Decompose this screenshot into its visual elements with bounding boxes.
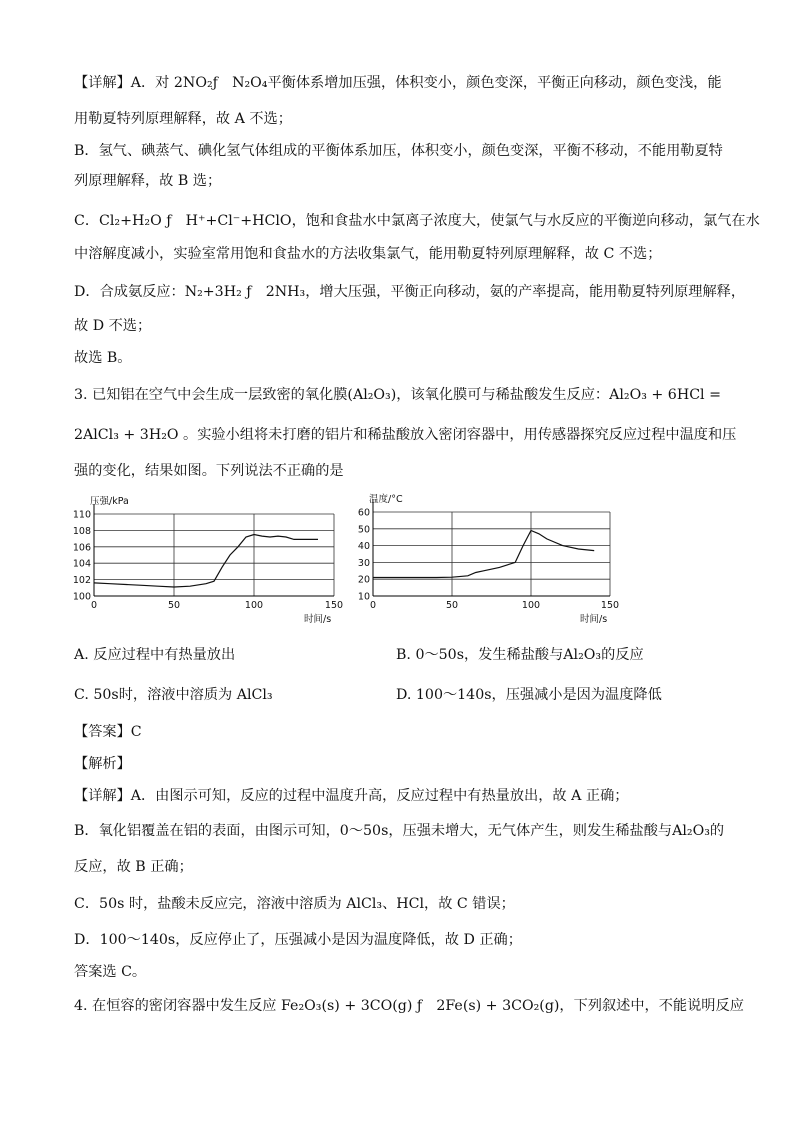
y-tick-label: 102	[72, 575, 91, 587]
analysis-line: B．氧化铝覆盖在铝的表面，由图示可知，0～50s，压强未增大，无气体产生，则发生稀盐酸与Al₂O₃的	[74, 823, 725, 839]
question-3-line: 2AlCl₃ + 3H₂O 。实验小组将未打磨的铝片和稀盐酸放入密闭容器中，用传感器探究反应过程中温度和压	[74, 427, 737, 443]
analysis-line: 答案选 C。	[74, 964, 147, 980]
analysis-line: 【详解】A．由图示可知，反应的过程中温度升高，反应过程中有热量放出，故 A 正确；	[74, 788, 629, 804]
text-line: 故选 B。	[74, 350, 132, 366]
series-line	[94, 535, 318, 588]
analysis-label: 【解析】	[74, 756, 131, 772]
x-axis-label: 时间/s	[304, 614, 332, 625]
text-line	[74, 73, 722, 93]
text-line: 故 D 不选；	[74, 318, 152, 334]
y-tick-label: 106	[72, 542, 91, 554]
y-tick-label: 10	[357, 591, 370, 603]
temperature-chart	[340, 492, 640, 631]
text-line: D．合成氨反应：N₂+3H₂ ƒ 2NH₃，增大压强，平衡正向移动，氨的产率提高，能用勒夏特列原理解释，	[74, 284, 746, 300]
x-tick-label: 50	[167, 600, 181, 611]
pressure-chart-svg	[62, 492, 352, 627]
x-axis-label: 时间/s	[580, 614, 608, 625]
question-3-line: 3. 已知铝在空气中会生成一层致密的氧化膜(Al₂O₃)，该氧化膜可与稀盐酸发生反应：Al₂O₃ + 6HCl =	[74, 387, 721, 403]
x-tick-label: 0	[90, 600, 98, 611]
analysis-line: 反应，故 B 正确；	[74, 859, 193, 875]
y-axis-label: 压强/kPa	[90, 496, 129, 507]
text-line: 用勒夏特列原理解释，故 A 不选；	[74, 111, 292, 127]
paragraph-text: 【详解】A．对 2NO₂ƒ N₂O₄平衡体系增加压强，体积变小，颜色变深，平衡正向移动，颜色变浅，能	[74, 75, 722, 91]
answer-label: 【答案】C	[74, 724, 142, 740]
y-axis-label: 温度/°C	[369, 494, 403, 505]
x-tick-label: 150	[600, 600, 620, 611]
temperature-chart-svg	[340, 492, 640, 627]
option-b: B. 0～50s，发生稀盐酸与Al₂O₃的反应	[396, 647, 644, 663]
option-c: C. 50s时，溶液中溶质为 AlCl₃	[74, 687, 273, 703]
y-tick-label: 30	[357, 557, 370, 569]
analysis-line: D．100～140s，反应停止了，压强减小是因为温度降低，故 D 正确；	[74, 932, 522, 948]
text-line: 列原理解释，故 B 选；	[74, 173, 222, 189]
x-tick-label: 100	[521, 600, 541, 611]
option-a: A. 反应过程中有热量放出	[74, 647, 236, 663]
question-4-line: 4. 在恒容的密闭容器中发生反应 Fe₂O₃(s) + 3CO(g) ƒ 2Fe(s) + 3CO₂(g)，下列叙述中，不能说明反应	[74, 998, 744, 1014]
y-tick-label: 110	[72, 509, 91, 521]
pressure-chart	[62, 492, 352, 631]
text-line: 中溶解度减小，实验室常用饱和食盐水的方法收集氯气，能用勒夏特列原理解释，故 C 不选；	[74, 246, 662, 262]
text-line: C．Cl₂+H₂O ƒ H⁺+Cl⁻+HClO，饱和食盐水中氯离子浓度大，使氯气与水反应的平衡逆向移动，氯气在水	[74, 213, 760, 229]
analysis-line: C．50s 时，盐酸未反应完，溶液中溶质为 AlCl₃、HCl，故 C 错误；	[74, 896, 515, 912]
y-tick-label: 100	[72, 591, 91, 603]
option-d: D. 100～140s，压强减小是因为温度降低	[396, 687, 662, 703]
question-3-line: 强的变化，结果如图。下列说法不正确的是	[74, 463, 344, 479]
y-tick-label: 108	[72, 525, 91, 537]
x-tick-label: 100	[244, 600, 264, 611]
y-tick-label: 50	[357, 524, 370, 536]
x-tick-label: 50	[445, 600, 459, 611]
y-tick-label: 40	[357, 541, 370, 553]
text-line: B．氢气、碘蒸气、碘化氢气体组成的平衡体系加压，体积变小，颜色变深，平衡不移动，不能用勒夏特	[74, 143, 723, 159]
x-tick-label: 150	[324, 600, 344, 611]
series-line	[373, 531, 594, 578]
y-tick-label: 104	[72, 558, 91, 570]
y-tick-label: 60	[357, 507, 370, 519]
y-tick-label: 20	[357, 574, 370, 586]
x-tick-label: 0	[369, 600, 377, 611]
